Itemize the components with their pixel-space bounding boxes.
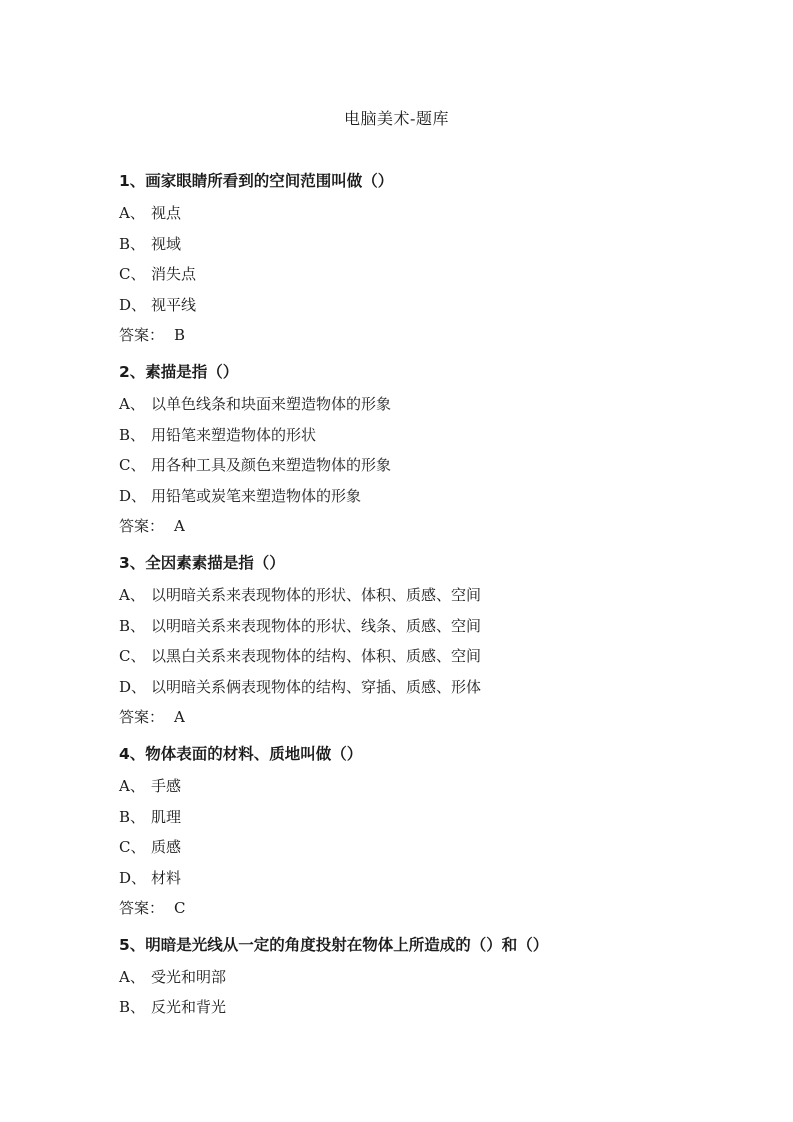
- option-text: 以单色线条和块面来塑造物体的形象: [151, 394, 392, 413]
- answer-line: [119, 515, 719, 546]
- question-2: [119, 361, 719, 546]
- option-b: [119, 615, 719, 646]
- question-title: 3、全因素素描是指（）: [119, 553, 285, 572]
- option-text: 以明暗关系来表现物体的形状、线条、质感、空间: [151, 616, 482, 635]
- option-letter: A、: [119, 776, 145, 795]
- answer-line: [119, 324, 719, 355]
- option-letter: D、: [119, 295, 147, 314]
- option-b: [119, 996, 719, 1027]
- option-a: [119, 584, 719, 615]
- option-letter: C、: [119, 838, 146, 857]
- option-letter: C、: [119, 647, 146, 666]
- option-letter: B、: [119, 616, 146, 635]
- question-1: [119, 170, 719, 355]
- question-5: [119, 934, 719, 1027]
- answer-value: A: [174, 517, 185, 536]
- option-d: [119, 485, 719, 516]
- option-letter: B、: [119, 998, 146, 1017]
- option-letter: D、: [119, 486, 147, 505]
- option-letter: D、: [119, 677, 147, 696]
- answer-label: 答案：: [119, 326, 165, 345]
- question-title: 5、明暗是光线从一定的角度投射在物体上所造成的（）和（）: [119, 935, 549, 954]
- option-letter: D、: [119, 868, 147, 887]
- option-c: [119, 645, 719, 676]
- option-letter: B、: [119, 234, 146, 253]
- option-c: [119, 454, 719, 485]
- option-letter: C、: [119, 456, 146, 475]
- option-text: 用铅笔或炭笔来塑造物体的形象: [151, 486, 362, 505]
- option-text: 材料: [151, 868, 182, 887]
- option-text: 用各种工具及颜色来塑造物体的形象: [151, 456, 392, 475]
- question-list: [119, 170, 719, 1027]
- question-3: [119, 552, 719, 737]
- option-letter: B、: [119, 425, 146, 444]
- option-text: 视点: [151, 204, 182, 222]
- option-c: [119, 836, 719, 867]
- option-text: 以黑白关系来表现物体的结构、体积、质感、空间: [151, 647, 482, 666]
- option-c: [119, 263, 719, 294]
- question-title: 4、物体表面的材料、质地叫做（）: [119, 744, 363, 763]
- option-letter: A、: [119, 204, 145, 222]
- option-text: 用铅笔来塑造物体的形状: [151, 425, 317, 444]
- question-title: 1、画家眼睛所看到的空间范围叫做（）: [119, 172, 394, 190]
- option-letter: A、: [119, 585, 145, 604]
- option-text: 反光和背光: [151, 998, 227, 1017]
- option-letter: C、: [119, 265, 146, 284]
- option-a: [119, 775, 719, 806]
- option-text: 消失点: [151, 265, 197, 284]
- answer-value: B: [174, 326, 186, 345]
- option-text: 肌理: [151, 807, 182, 826]
- option-letter: B、: [119, 807, 146, 826]
- option-text: 视域: [151, 234, 182, 253]
- answer-label: 答案：: [119, 708, 165, 727]
- question-4: [119, 743, 719, 928]
- option-a: [119, 393, 719, 424]
- answer-value: C: [174, 899, 186, 918]
- option-letter: A、: [119, 967, 145, 986]
- answer-label: 答案：: [119, 517, 165, 536]
- answer-value: A: [174, 708, 185, 727]
- option-d: [119, 867, 719, 898]
- option-text: 手感: [151, 776, 182, 795]
- option-b: [119, 424, 719, 455]
- option-text: 以明暗关系来表现物体的形状、体积、质感、空间: [151, 585, 482, 604]
- option-b: [119, 233, 719, 264]
- option-b: [119, 806, 719, 837]
- answer-label: 答案：: [119, 899, 165, 918]
- option-letter: A、: [119, 394, 145, 413]
- option-a: [119, 966, 719, 997]
- answer-line: [119, 706, 719, 737]
- answer-line: [119, 897, 719, 928]
- option-text: 质感: [151, 838, 182, 857]
- option-text: 受光和明部: [151, 967, 227, 986]
- option-d: [119, 676, 719, 707]
- option-a: [119, 202, 719, 233]
- option-d: [119, 294, 719, 325]
- question-title: 2、素描是指（）: [119, 362, 239, 381]
- option-text: 以明暗关系俩表现物体的结构、穿插、质感、形体: [151, 677, 482, 696]
- page-title: 电脑美术-题库: [344, 109, 449, 128]
- option-text: 视平线: [151, 295, 197, 314]
